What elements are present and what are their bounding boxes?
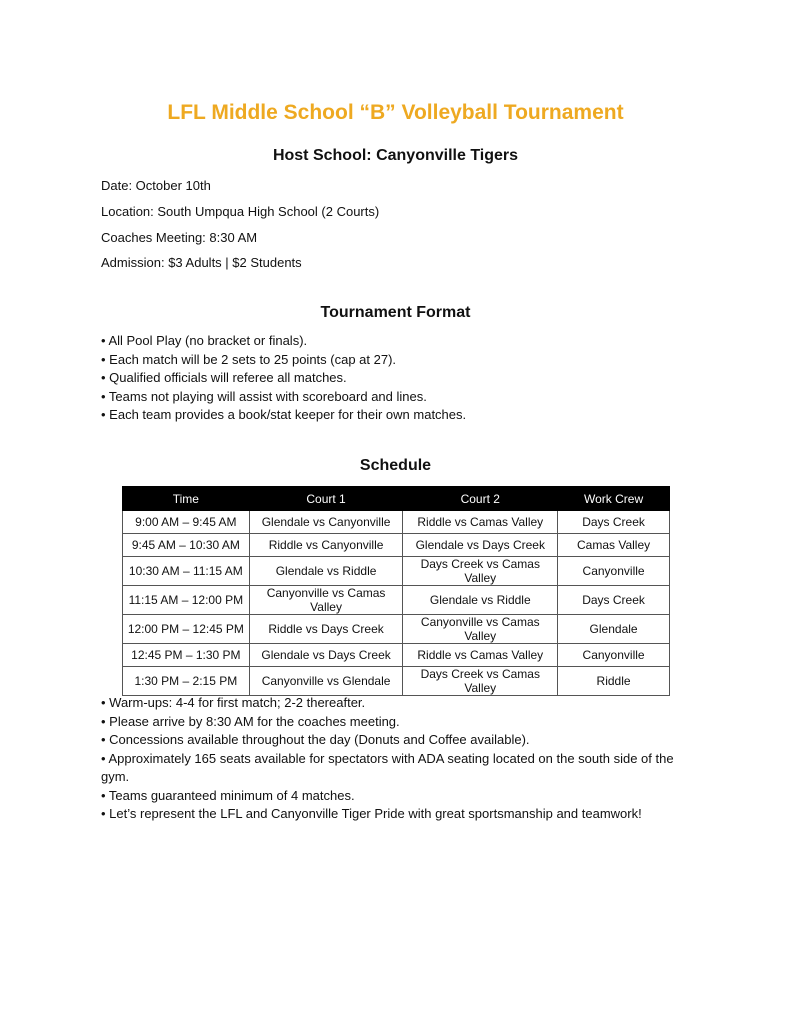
info-location: Location: South Umpqua High School (2 Courts): [101, 204, 380, 219]
cell-court-2: Days Creek vs Camas Valley: [403, 667, 558, 696]
format-heading: Tournament Format: [320, 304, 471, 321]
note-item: • Teams guaranteed minimum of 4 matches.: [101, 787, 355, 803]
cell-work-crew: Canyonville: [558, 644, 670, 667]
cell-time: 11:15 AM – 12:00 PM: [123, 586, 250, 615]
header-time: Time: [123, 487, 250, 511]
cell-time: 9:45 AM – 10:30 AM: [123, 534, 250, 557]
table-row: [123, 511, 670, 534]
cell-court-1: Glendale vs Days Creek: [249, 644, 403, 667]
cell-court-1: Glendale vs Riddle: [249, 557, 403, 586]
schedule-heading: Schedule: [359, 457, 432, 474]
cell-work-crew: Canyonville: [558, 557, 670, 586]
format-item: • Each match will be 2 sets to 25 points (cap at 27).: [101, 351, 397, 367]
table-row: [123, 615, 670, 644]
cell-court-1: Riddle vs Days Creek: [249, 615, 403, 644]
table-row: [123, 586, 670, 615]
table-header-row: [123, 487, 670, 511]
format-item: • All Pool Play (no bracket or finals).: [101, 333, 308, 348]
format-list: [101, 332, 681, 425]
cell-court-1: Canyonville vs Glendale: [249, 667, 403, 696]
cell-time: 1:30 PM – 2:15 PM: [123, 667, 250, 696]
header-court-2: Court 2: [403, 487, 558, 511]
cell-work-crew: Days Creek: [558, 511, 670, 534]
cell-court-2: Riddle vs Camas Valley: [403, 511, 558, 534]
info-date: Date: October 10th: [101, 178, 211, 193]
note-item: • Please arrive by 8:30 AM for the coaches meeting.: [101, 713, 400, 729]
document-title: LFL Middle School “B” Volleyball Tournament: [167, 101, 624, 124]
format-item: • Qualified officials will referee all matches.: [101, 370, 347, 385]
cell-court-2: Glendale vs Riddle: [403, 586, 558, 615]
schedule-table: [122, 486, 670, 696]
cell-court-2: Canyonville vs Camas Valley: [403, 615, 558, 644]
format-item: • Teams not playing will assist with scoreboard and lines.: [101, 388, 427, 404]
cell-time: 12:45 PM – 1:30 PM: [123, 644, 250, 667]
cell-court-1: Glendale vs Canyonville: [249, 511, 403, 534]
header-court-1: Court 1: [249, 487, 403, 511]
note-item: • Approximately 165 seats available for spectators with ADA seating located on the south side of the gym.: [101, 750, 674, 784]
cell-court-1: Riddle vs Canyonville: [249, 534, 403, 557]
cell-time: 12:00 PM – 12:45 PM: [123, 615, 250, 644]
note-item: • Warm-ups: 4-4 for first match; 2-2 thereafter.: [101, 695, 366, 710]
table-row: [123, 644, 670, 667]
info-admission: Admission: $3 Adults | $2 Students: [101, 255, 302, 270]
cell-court-2: Days Creek vs Camas Valley: [403, 557, 558, 586]
info-coaches-meeting: Coaches Meeting: 8:30 AM: [101, 230, 258, 245]
cell-work-crew: Days Creek: [558, 586, 670, 615]
cell-time: 10:30 AM – 11:15 AM: [123, 557, 250, 586]
cell-work-crew: Riddle: [558, 667, 670, 696]
note-item: • Let’s represent the LFL and Canyonville Tiger Pride with great sportsmanship and teamwork!: [101, 806, 642, 821]
header-work-crew: Work Crew: [558, 487, 670, 511]
format-item: • Each team provides a book/stat keeper for their own matches.: [101, 407, 467, 422]
cell-work-crew: Glendale: [558, 615, 670, 644]
notes-list: [101, 694, 681, 824]
table-row: [123, 667, 670, 696]
host-school-heading: Host School: Canyonville Tigers: [272, 147, 519, 164]
cell-time: 9:00 AM – 9:45 AM: [123, 511, 250, 534]
cell-work-crew: Camas Valley: [558, 534, 670, 557]
table-row: [123, 557, 670, 586]
note-item: • Concessions available throughout the day (Donuts and Coffee available).: [101, 732, 530, 747]
cell-court-1: Canyonville vs Camas Valley: [249, 586, 403, 615]
table-row: [123, 534, 670, 557]
cell-court-2: Glendale vs Days Creek: [403, 534, 558, 557]
cell-court-2: Riddle vs Camas Valley: [403, 644, 558, 667]
